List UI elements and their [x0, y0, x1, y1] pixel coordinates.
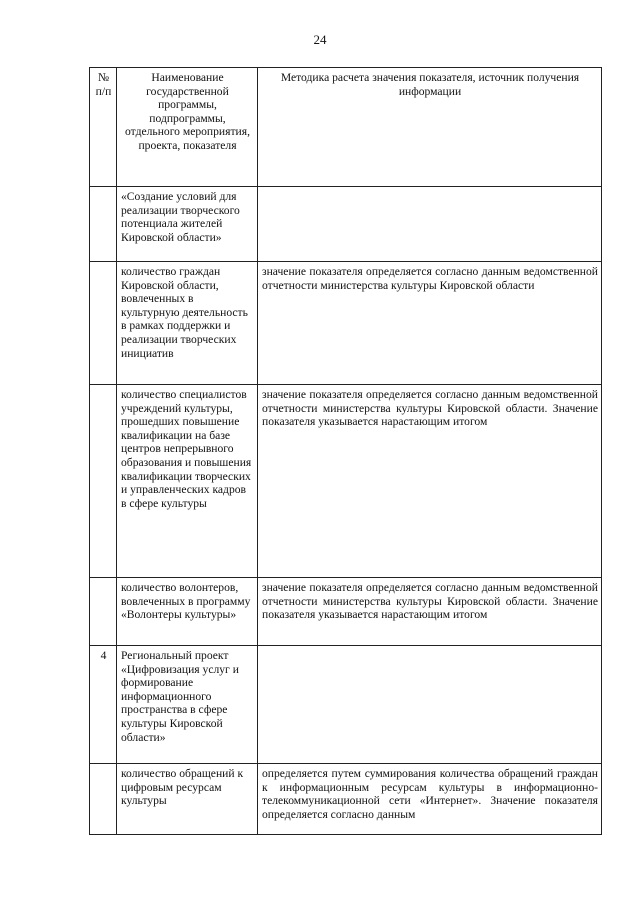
- row-number: [90, 262, 117, 385]
- table-row: [90, 262, 602, 385]
- row-number: [90, 385, 117, 578]
- row-name: количество специалистов учреждений культуры, прошедших повышение квалификации на базе центров непрерывного образования и повышения квалификации творческих и управленческих кадров в сфере культуры: [117, 385, 258, 578]
- row-number: [90, 764, 117, 835]
- table-row: [90, 578, 602, 646]
- row-methodology: значение показателя определяется согласно данным ведомственной отчетности министерства культуры Кировской области. Значение показателя указывается нарастающим итогом: [258, 385, 602, 578]
- row-methodology: определяется путем суммирования количества обращений граждан к информационным ресурсам культуры в информационно-телекоммуникационной сети «Интернет». Значение показателя определяется согласно данным: [258, 764, 602, 835]
- row-name: «Создание условий для реализации творческого потенциала жителей Кировской области»: [117, 187, 258, 262]
- header-methodology: Методика расчета значения показателя, источник получения информации: [258, 68, 602, 187]
- page-number: 24: [313, 32, 327, 47]
- row-name: количество граждан Кировской области, вовлеченных в культурную деятельность в рамках поддержки и реализации творческих инициатив: [117, 262, 258, 385]
- header-number: № п/п: [90, 68, 117, 187]
- row-name: количество обращений к цифровым ресурсам культуры: [117, 764, 258, 835]
- table-row: [90, 187, 602, 262]
- row-name: Региональный проект «Цифровизация услуг и формирование информационного пространства в сфере культуры Кировской области»: [117, 646, 258, 764]
- row-number: [90, 578, 117, 646]
- row-methodology: значение показателя определяется согласно данным ведомственной отчетности министерства культуры Кировской области: [258, 262, 602, 385]
- table-row: [90, 646, 602, 764]
- row-methodology: значение показателя определяется согласно данным ведомственной отчетности министерства культуры Кировской области. Значение показателя указывается нарастающим итогом: [258, 578, 602, 646]
- row-number: [90, 187, 117, 262]
- row-number: 4: [90, 646, 117, 764]
- row-methodology: [258, 187, 602, 262]
- row-name: количество волонтеров, вовлеченных в программу «Волонтеры культуры»: [117, 578, 258, 646]
- table-row: [90, 764, 602, 835]
- table-row: [90, 385, 602, 578]
- indicator-methodology-table: [89, 67, 602, 835]
- table-header-row: [90, 68, 602, 187]
- header-name: Наименование государственной программы, подпрограммы, отдельного мероприятия, проекта, показателя: [117, 68, 258, 187]
- row-methodology: [258, 646, 602, 764]
